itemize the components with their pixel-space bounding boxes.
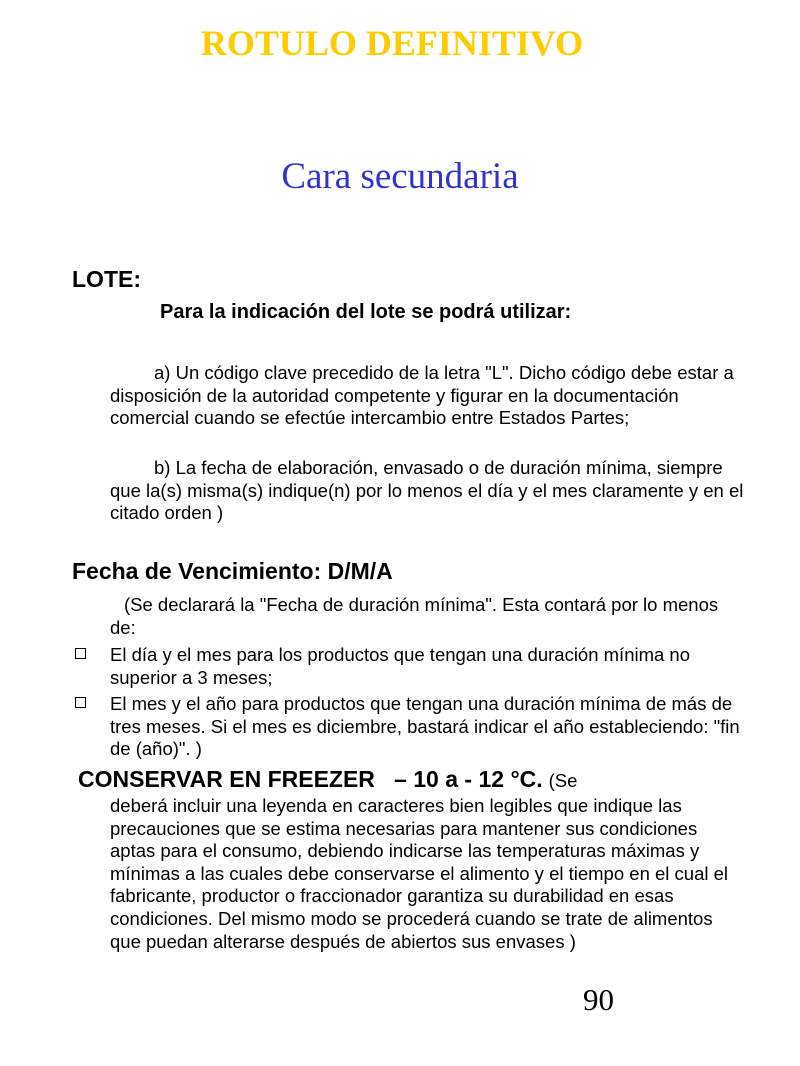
page-number: 90	[583, 982, 614, 1017]
lote-item-b-text: b) La fecha de elaboración, envasado o de duración mínima, siempre que la(s) misma(s) indique(n) por lo menos el día y el mes claramente y en el citado orden )	[110, 457, 744, 524]
fecha-bullet-2: El mes y el año para productos que tengan una duración mínima de más de tres meses. Si el mes es diciembre, bastará indicar el año estableciendo: "fin de (año)". )	[110, 693, 740, 760]
fecha-bullet-1: El día y el mes para los productos que tengan una duración mínima no superior a 3 meses;	[110, 644, 691, 688]
conservar-text: deberá incluir una leyenda en caracteres bien legibles que indique las precauciones que se estima necesarias para mantener sus condiciones aptas para el consumo, debiendo indicarse las temperaturas máximas y mínimas a las cuales debe conservarse el alimento y el tiempo en el cual el fabricante, productor o fraccionador garantiza su durabilidad en esas condiciones. Del mismo modo se procederá cuando se trate de alimentos que puedan alterarse después de abiertos sus envases )	[110, 795, 729, 952]
checkbox-bullet-icon	[75, 648, 86, 659]
lote-item-a	[110, 362, 750, 430]
fecha-intro-text: (Se declarará la "Fecha de duración mínima". Esta contará por lo menos de:	[110, 594, 719, 638]
fecha-intro	[110, 594, 740, 639]
conservar-heading	[78, 766, 577, 793]
lote-intro: Para la indicación del lote se podrá utilizar:	[160, 301, 572, 323]
page-title: ROTULO DEFINITIVO	[200, 23, 584, 63]
conservar-text-start: (Se	[548, 770, 578, 791]
checkbox-bullet-icon	[75, 697, 86, 708]
lote-heading: LOTE:	[72, 266, 141, 292]
conservar-heading-text: CONSERVAR EN FREEZER – 10 a - 12 °C.	[78, 766, 543, 792]
fecha-heading: Fecha de Vencimiento: D/M/A	[72, 558, 393, 584]
page-subtitle: Cara secundaria	[281, 156, 519, 197]
lote-item-b	[110, 457, 750, 525]
lote-item-a-text: a) Un código clave precedido de la letra "L". Dicho código debe estar a disposición de la autoridad competente y figurar en la documentación comercial cuando se efectúe intercambio entre Estados Partes;	[110, 362, 734, 429]
